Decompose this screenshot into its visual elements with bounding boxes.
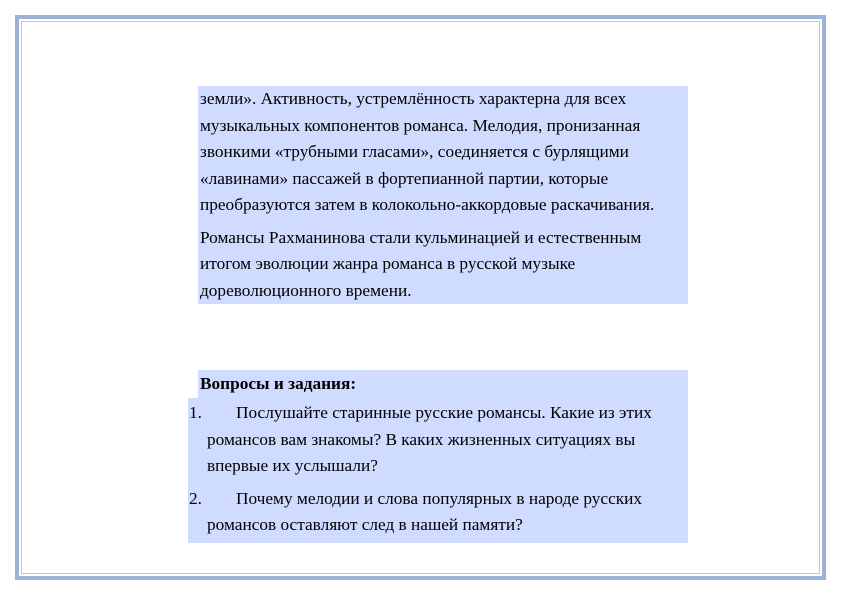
questions-list xyxy=(188,398,688,543)
list-item xyxy=(188,400,688,480)
list-item-number: 1. xyxy=(189,403,202,422)
list-item xyxy=(188,486,688,539)
list-item-text: Почему мелодии и слова популярных в народе русских романсов оставляют след в нашей памяти? xyxy=(207,488,643,534)
questions-heading: Вопросы и задания: xyxy=(198,370,688,398)
list-item-number: 2. xyxy=(189,488,202,508)
body-text-block xyxy=(198,86,688,304)
paragraph-1: земли». Активность, устремлённость характерна для всех музыкальных компонентов романса. Мелодия, пронизанная звонкими «трубными гласами», соединяется с бурлящими «лавинами» пассажей в фортепианной партии, которые преобразуются затем в колокольно-аккордовые раскачивания. xyxy=(200,89,655,214)
list-item-text: Послушайте старинные русские романсы. Какие из этих романсов вам знакомы? В каких жизненных ситуациях вы впервые их услышали? xyxy=(207,403,652,475)
paragraph-2: Романсы Рахманинова стали кульминацией и естественным итогом эволюции жанра романса в русской музыке дореволюционного времени. xyxy=(200,227,642,300)
